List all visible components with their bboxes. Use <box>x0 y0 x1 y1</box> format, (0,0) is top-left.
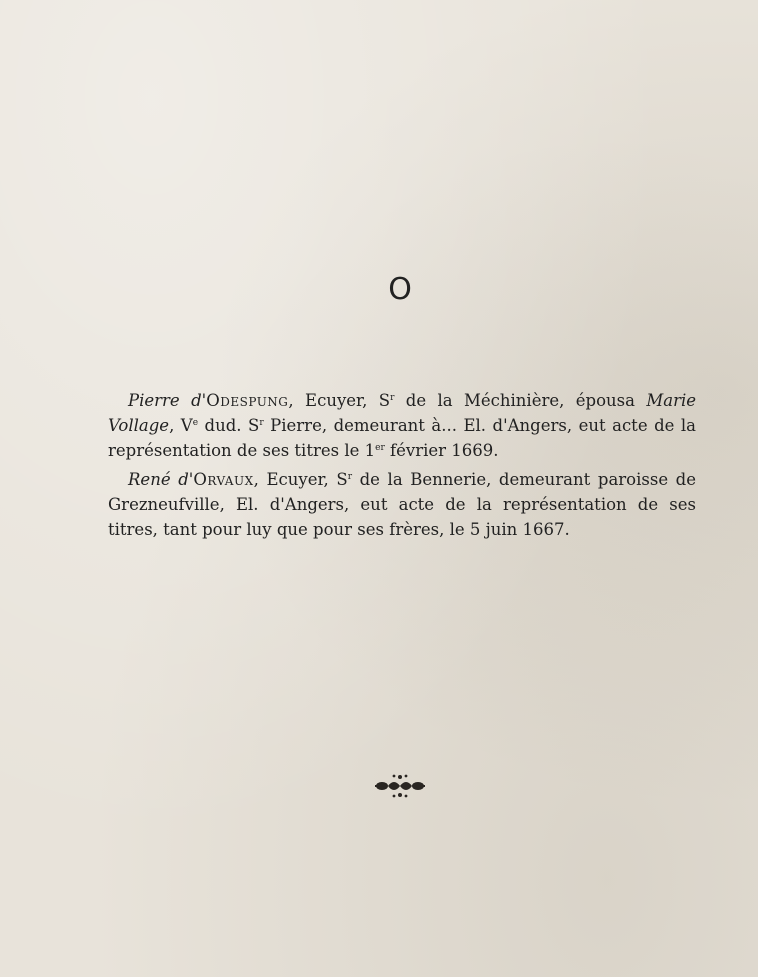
entry-superscript: r <box>347 472 353 482</box>
entry-text: dud. S <box>198 416 260 435</box>
entry-superscript: er <box>375 443 385 453</box>
entry-surname: Odespung <box>206 391 289 410</box>
ornament-icon <box>372 770 428 800</box>
entry-text: , V <box>169 416 193 435</box>
entry-first-name: Pierre <box>128 391 180 410</box>
entry-first-name: René <box>128 470 171 489</box>
entry-spouse: Marie Vollage <box>108 391 697 435</box>
entry-superscript: r <box>390 393 395 403</box>
entry-surname: Orvaux <box>193 470 254 489</box>
section-letter: O <box>388 272 412 307</box>
entry-text: Pierre, demeurant à... El. d'Angers, eut acte de la représentation de ses titres le 1 <box>108 416 697 460</box>
entry-particle: d' <box>191 391 207 410</box>
entries-block <box>108 388 696 546</box>
entry-text: , Ecuyer, S <box>253 470 348 489</box>
entry-superscript: e <box>192 418 199 428</box>
entry-text: de la Bennerie, demeurant paroisse de Grezneufville, El. d'Angers, eut acte de la représentation de ses titres, tant pour luy que pour ses frères, le 5 juin 1667. <box>108 470 697 539</box>
entry-paragraph <box>108 388 696 463</box>
entry-text: de la Méchinière, épousa <box>394 391 647 410</box>
entry-paragraph <box>108 467 696 542</box>
entry-text: février 1669. <box>384 441 499 460</box>
entry-text: , Ecuyer, S <box>288 391 391 410</box>
entry-particle: d' <box>178 470 194 489</box>
entry-superscript: r <box>259 418 264 428</box>
